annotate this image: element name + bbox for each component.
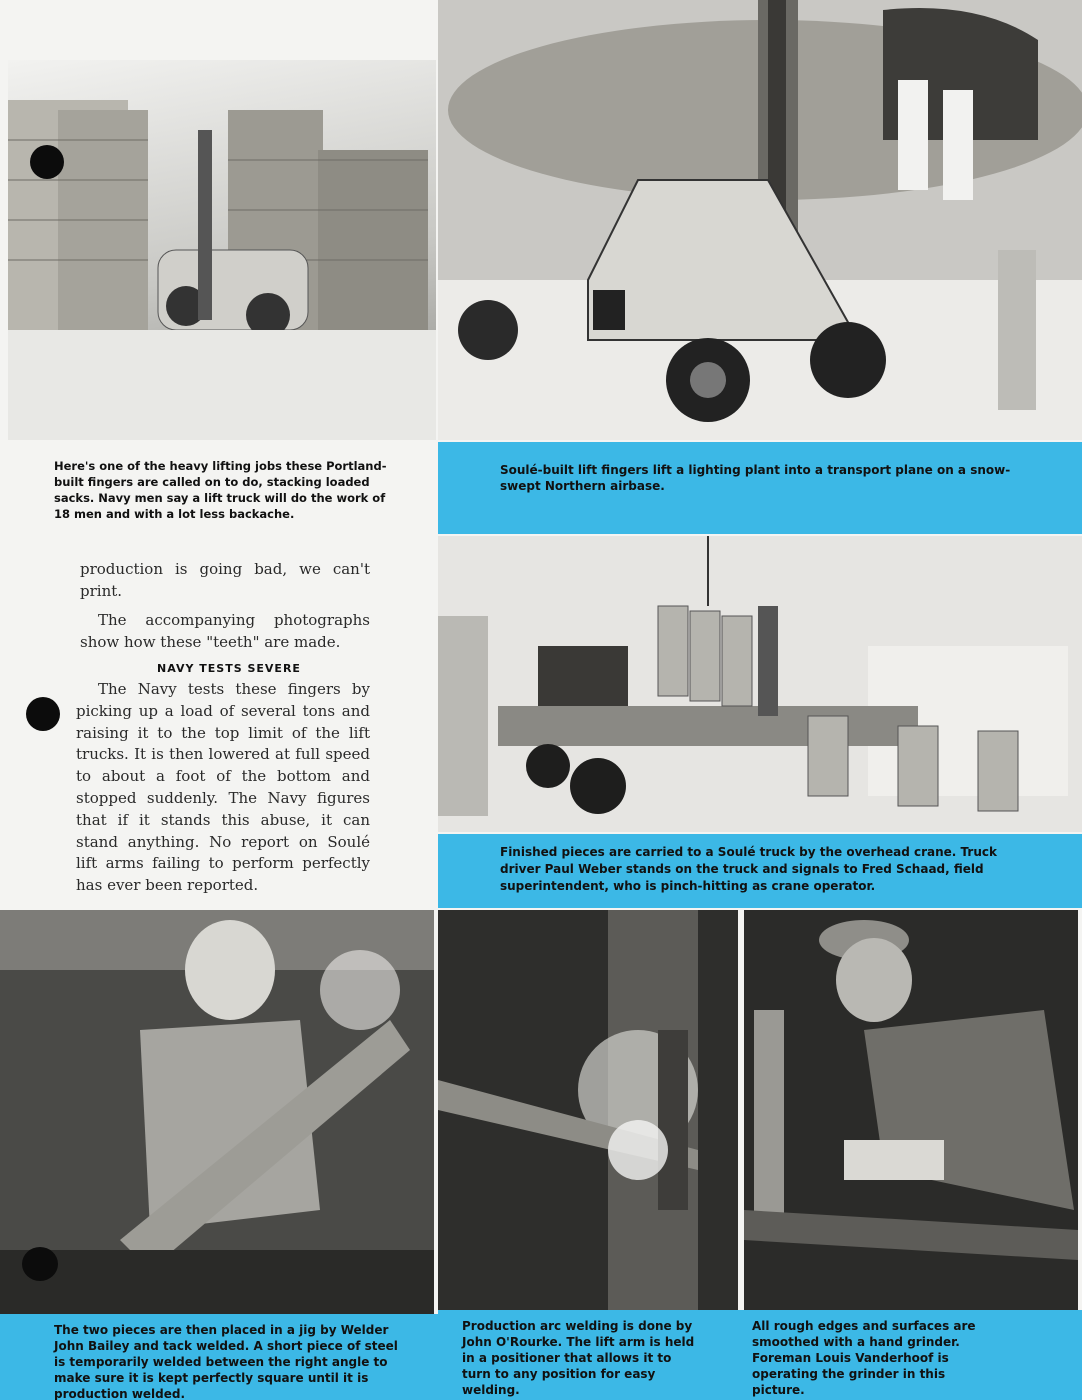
arc-welding-illustration [438, 910, 738, 1310]
hand-grinder-illustration [744, 910, 1078, 1310]
caption-transport-plane-text: Soulé-built lift fingers lift a lighting plant into a transport plane on a snow-swept Northern airbase. [500, 463, 1011, 493]
caption-sacks: Here's one of the heavy lifting jobs these Portland-built fingers are called on to do, stacking loaded sacks. Navy men say a lift truck will do the work of 18 men and with a lot less backache. [54, 459, 387, 521]
photo-crane-truck [438, 536, 1082, 832]
caption-crane-text: Finished pieces are carried to a Soulé truck by the overhead crane. Truck driver Paul Weber stands on the truck and signals to Fred Schaad, field superintendent, who is pinch-hitting as crane operator. [500, 845, 997, 893]
forklift-sacks-illustration [8, 60, 436, 440]
transport-plane-illustration [438, 0, 1082, 440]
photo-transport-plane [438, 0, 1082, 440]
photo-arc-welding [438, 910, 738, 1310]
photo-forklift-sacks [8, 60, 436, 440]
article-paragraph-1: production is going bad, we can't print. [80, 560, 370, 600]
caption-arc-text: Production arc welding is done by John O'Rourke. The lift arm is held in a positioner that allows it to turn to any position for easy welding. [462, 1319, 695, 1397]
binder-hole-bottom [22, 1247, 58, 1281]
caption-grinder-band [744, 1310, 1082, 1400]
caption-grinder-text: All rough edges and surfaces are smoothed with a hand grinder. Foreman Louis Vanderhoof is operating the grinder in this picture. [752, 1319, 976, 1397]
caption-jig-text: The two pieces are then placed in a jig by Welder John Bailey and tack welded. A short piece of steel is temporarily welded between the right angle to make sure it is kept perfectly square until it is production welded. [54, 1323, 398, 1400]
caption-jig-band [0, 1314, 438, 1400]
crane-truck-illustration [438, 536, 1082, 832]
caption-transport-plane [438, 442, 1082, 534]
article-subheading: NAVY TESTS SEVERE [157, 662, 301, 675]
binder-hole-middle [26, 697, 60, 731]
article-paragraph-2: The accompanying photographs show how these "teeth" are made. [80, 611, 370, 651]
article-paragraph-3: The Navy tests these fingers by picking up a load of several tons and raising it to the top limit of the lift trucks. It is then lowered at full speed to about a foot of the bottom and stopped suddenly. The Navy figures that if it stands this abuse, it can stand anything. No report on Soulé lift arms failing to perform perfectly has ever been reported. [76, 680, 370, 895]
caption-crane-band [438, 834, 1082, 908]
photo-hand-grinder [744, 910, 1078, 1310]
caption-arc-band [438, 1310, 744, 1400]
photo-welder-jig [0, 910, 434, 1314]
welder-jig-illustration [0, 910, 434, 1314]
binder-hole-top [30, 145, 64, 179]
